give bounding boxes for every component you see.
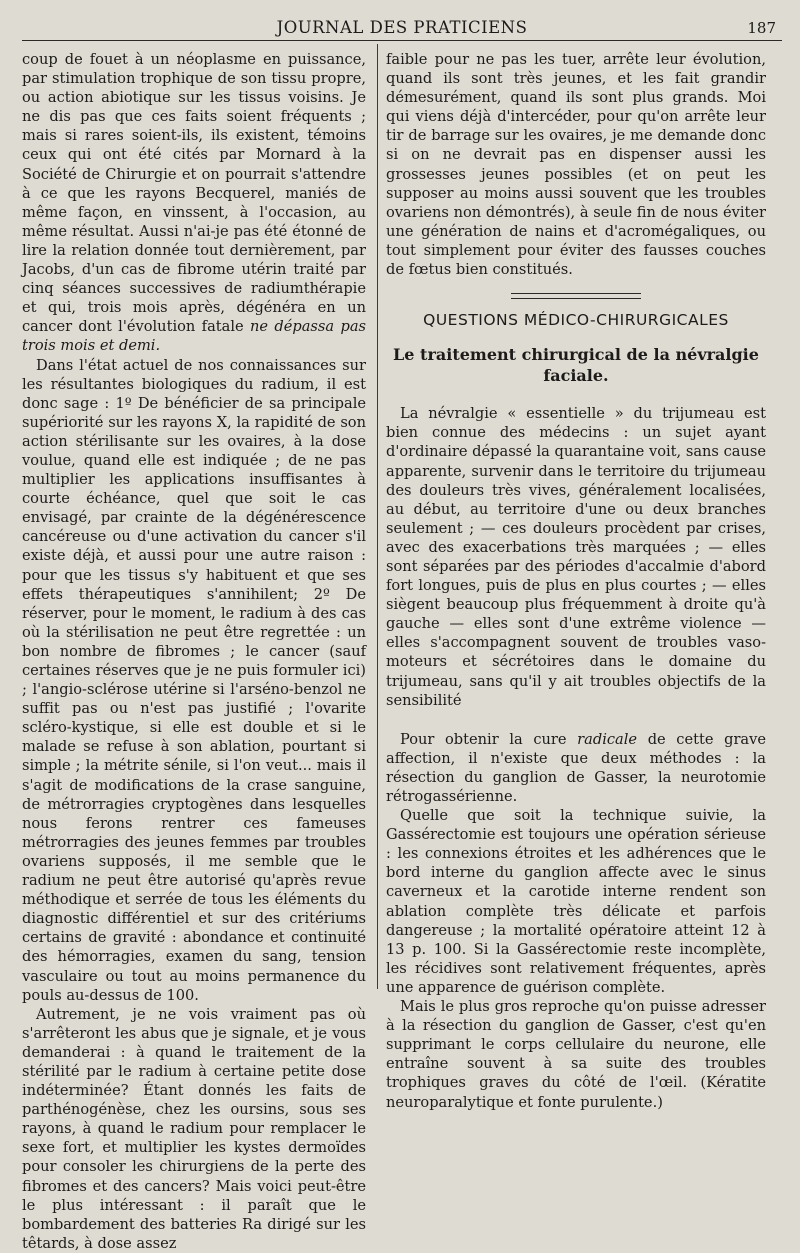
right-paragraph-5: Mais le plus gros reproche qu'on puisse adresser à la résection du ganglion de Gasser, c'est qu'en supprimant le corps cellulaire du neurone, elle entraîne souvent à sa suite des troubles trophiques graves du côté de l'œil. (Kératite neuroparalytique et fonte purulente.) — [386, 998, 766, 1111]
column-divider — [377, 44, 378, 989]
article-title: Le traitement chirurgical de la névralgie faciale. — [393, 345, 759, 386]
right-paragraph-3 — [386, 730, 766, 806]
right-paragraph-3-italic: radicale — [577, 730, 638, 748]
journal-title: JOURNAL DES PRATICIENS — [276, 18, 528, 37]
paragraph-gap — [386, 710, 766, 730]
right-paragraph-1: faible pour ne pas les tuer, arrête leur évolution, quand ils sont très jeunes, et les fait grandir démesurément, quand ils sont plus grands. Moi qui viens déjà d'intercéder, pour qu'on arrête leur tir de barrage sur les ovaires, je me demande donc si on ne devrait pas en dispenser aussi les grossesses jeunes possibles (et on peut les supposer au moins aussi souvent que les troubles ovariens non démontrés), à seule fin de nous éviter une génération de nains et d'acromégaliques, ou tout simplement pour éviter des fausses couches de fœtus bien constitués. — [386, 51, 766, 279]
right-paragraph-2: La névralgie « essentielle » du trijumeau est bien connue des médecins : un sujet ayant d'ordinaire dépassé la quarantaine voit, sans cause apparente, survenir dans le territoire du trijumeau des douleurs très vives, généralement localisées, au début, au territoire d'une ou deux branches seulement ; — ces douleurs procèdent par crises, avec des exacerbations très marquées ; — elles sont séparées par des périodes d'accalmie d'abord fort longues, puis de plus en plus courtes ; — elles siègent beaucoup plus fréquemment à droite qu'à gauche — elles sont d'une extrême violence — elles s'accompagnent souvent de troubles vaso-moteurs et sécrétoires dans le domaine du trijumeau, sans qu'il y ait troubles objectifs de la sensibilité — [386, 405, 766, 709]
right-column — [386, 50, 766, 1112]
page-header — [22, 14, 782, 40]
section-double-rule — [511, 293, 641, 299]
left-paragraph-3: Autrement, je ne vois vraiment pas où s'arrêteront les abus que je signale, et je vous demanderai : à quand le traitement de la stérilité par le radium à certaine petite dose indéterminée? Étant donnés les faits de parthénogénèse, chez les oursins, sous ses rayons, à quand le radium pour remplacer le sexe fort, et multiplier les kystes dermoïdes pour consoler les chirurgiens de la perte des fibromes et des cancers? Mais voici peut-être le plus intéressant : il paraît que le bombardement des batteries Ra dirigé sur les têtards, à dose assez — [22, 1005, 366, 1252]
right-paragraph-3-text-a: Pour obtenir la cure — [400, 730, 567, 748]
left-paragraph-2: Dans l'état actuel de nos connaissances sur les résultantes biologiques du radium, il est donc sage : 1º De bénéficier de sa principale supériorité sur les rayons X, la rapidité de son action stérilisante sur les ovaires, à la dose voulue, quand elle est indiquée ; de ne pas multiplier les applications insuffisantes à courte échéance, quel que soit le cas envisagé, par crainte de la dégénérescence cancéreuse ou d'une activation du cancer s'il existe déjà, et aussi pour une autre raison : pour que les tissus s'y habituent et que ses effets thérapeutiques s'annihilent; 2º De réserver, pour le moment, le radium à des cas où la stérilisation ne peut être regrettée : un bon nombre de fibromes ; le cancer (sauf certaines réserves que je ne puis formuler ici) ; l'angio-sclérose utérine si l'arséno-benzol ne suffit pas ou n'est pas justifié ; l'ovarite scléro-kystique, si elle est double et si le malade se refuse à son ablation, pourtant si simple ; la métrite sénile, si l'on veut... mais il s'agit de modifications de la crase sanguine, de métrorragies cryptogènes dans lesquelles nous ferons rentrer ces fameuses métrorragies des jeunes femmes par troubles ovariens supposés, il me semble que le radium ne peut être autorisé qu'après revue méthodique et serrée de tous les éléments du diagnostic différentiel et sur des critériums certains de gravité : abondance et continuité des hémorragies, examen du sang, tension vasculaire ou tout au moins permanence du pouls au-dessus de 100. — [22, 356, 366, 1004]
page-number: 187 — [747, 19, 776, 37]
left-column — [22, 50, 366, 1253]
header-rule — [22, 40, 782, 41]
left-paragraph-1-italic: ne dépassa pas trois mois et demi. — [22, 318, 367, 355]
section-heading: QUESTIONS MÉDICO-CHIRURGICALES — [423, 311, 729, 330]
left-paragraph-1-text: coup de fouet à un néoplasme en puissance, par stimulation trophique de son tissu propre, ou action abiotique sur les tissus voisins. Je ne dis pas que ces faits soient fréquents ; mais si rares soient-ils, ils existent, témoins ceux qui ont été cités par Mornard à la Société de Chirurgie et on pourrait s'attendre à ce que les rayons Becquerel, maniés de même façon, en vinssent, à l'occasion, au même résultat. Aussi n'ai-je pas été étonné de lire la relation donnée tout dernièrement, par Jacobs, d'un cas de fibrome utérin traité par cinq séances successives de radiumthérapie et qui, trois mois après, dégénéra en un cancer dont l'évolution fatale — [22, 51, 366, 336]
left-paragraph-1 — [22, 50, 366, 356]
right-paragraph-4: Quelle que soit la technique suivie, la Gassérectomie est toujours une opération sérieuse : les connexions étroites et les adhérences que le bord interne du ganglion affecte avec le sinus caverneux et la carotide interne rendent son ablation complète très délicate et parfois dangereuse ; la mortalité opératoire atteint 12 à 13 p. 100. Si la Gassérectomie reste incomplète, les récidives sont relativement fréquentes, après une apparence de guérison complète. — [386, 807, 766, 996]
right-paragraph-3-text-b: de cette grave affection, il n'existe que deux méthodes : la résection du ganglion de Gasser, la neurotomie rétrogassérienne. — [386, 730, 767, 805]
